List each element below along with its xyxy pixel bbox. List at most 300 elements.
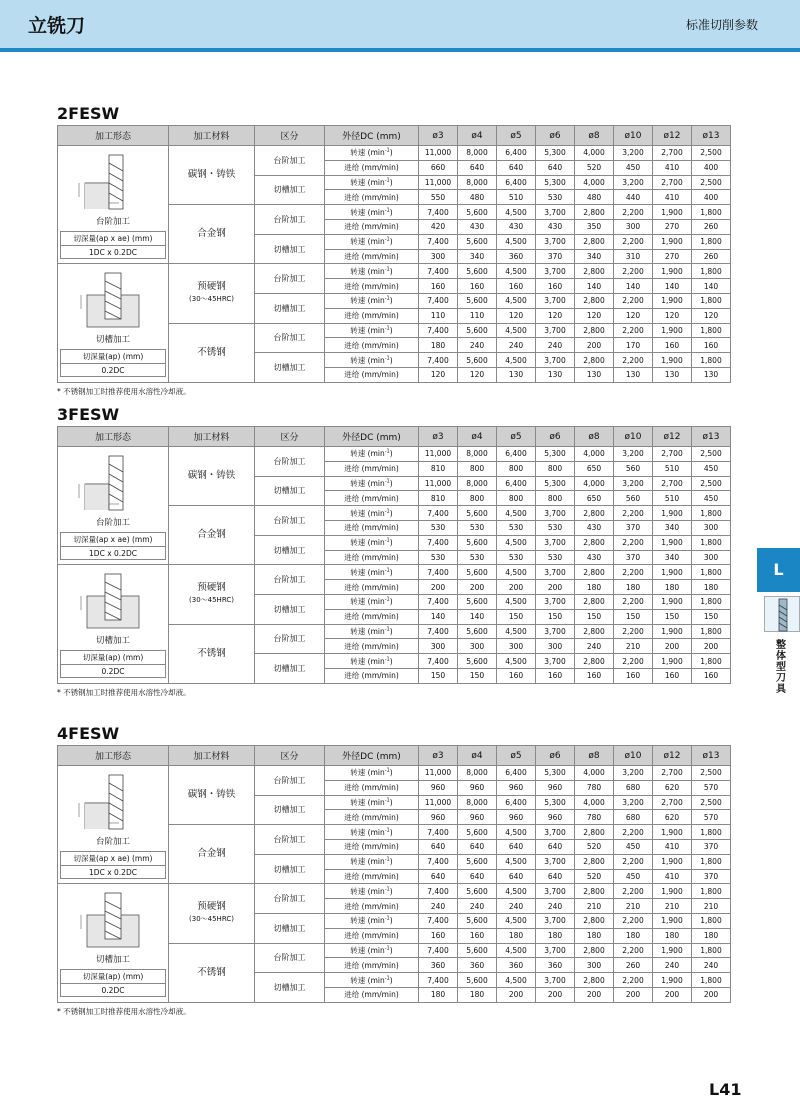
zone-cell: 切槽加工 [255,535,325,565]
rpm-label: 转速 (min [350,567,385,577]
table-cell: 240 [458,338,497,353]
table-cell: 2,700 [653,175,692,190]
table-cell: 3,700 [536,353,575,368]
table-cell: 11,000 [419,175,458,190]
table-cell: 180 [497,928,536,943]
table-cell: 1,800 [692,323,731,338]
table-cell: 180 [614,928,653,943]
table-cell: 4,500 [497,973,536,988]
param-feed: 进给 (mm/min) [325,928,419,943]
table-cell: 810 [419,491,458,506]
table-cell: 2,800 [575,825,614,840]
header-bar [0,0,800,48]
table-cell: 2,500 [692,795,731,810]
depth-box [60,532,166,560]
page-title: 立铣刀 [28,15,86,37]
table-cell: 160 [692,338,731,353]
table-cell: 550 [419,190,458,205]
rpm-sup: -1 [384,596,390,603]
table-cell: 120 [692,308,731,323]
table-cell: 200 [497,987,536,1002]
rpm-label: 转速 (min [350,207,385,217]
param-feed: 进给 (mm/min) [325,899,419,914]
table-cell: 3,700 [536,565,575,580]
step-milling-diagram [58,771,168,833]
table-cell: 530 [497,520,536,535]
table-cell: 520 [575,869,614,884]
rpm-sup: -1 [384,448,390,455]
table-cell: 3,700 [536,654,575,669]
zone-cell: 台阶加工 [255,884,325,914]
rpm-label: 转速 (min [350,355,385,365]
slot-shape-cell [58,884,169,1002]
table-cell: 7,400 [419,264,458,279]
depth-value: 0.2DC [61,363,165,376]
footnote: * 不锈钢加工时推荐使用水溶性冷却液。 [57,687,191,697]
zone-cell: 切槽加工 [255,654,325,684]
rpm-sup: -1 [384,266,390,273]
table-cell: 180 [575,928,614,943]
shape-caption: 台阶加工 [95,517,130,528]
table-cell: 210 [692,899,731,914]
table-cell: 1,800 [692,353,731,368]
param-feed: 进给 (mm/min) [325,520,419,535]
table-cell: 1,800 [692,205,731,220]
table-cell: 5,600 [458,264,497,279]
material-cell [169,766,255,825]
zone-cell: 台阶加工 [255,825,325,855]
table-cell: 4,500 [497,943,536,958]
table-cell: 560 [614,461,653,476]
table-cell: 7,400 [419,854,458,869]
material-name: 预硬钢 [197,901,226,913]
table-row [58,565,731,580]
table-header-row [58,126,731,146]
table-cell: 300 [575,958,614,973]
table-cell: 430 [497,219,536,234]
table-cell: 240 [536,899,575,914]
table-cell: 6,400 [497,476,536,491]
table-cell: 200 [458,580,497,595]
table-cell: 810 [419,461,458,476]
table-cell: 3,700 [536,205,575,220]
param-rpm: 转速 $(\min^{-1})$ [325,175,419,190]
rpm-sup: -1 [384,147,390,154]
zone-cell: 台阶加工 [255,565,325,595]
table-cell: 4,500 [497,234,536,249]
table-cell: 640 [497,160,536,175]
col-zone: 区分 [255,126,325,146]
table-cell: 110 [458,308,497,323]
table-cell: 200 [575,987,614,1002]
col-size: ø13 [692,746,731,766]
table-cell: 3,700 [536,825,575,840]
table-cell: 8,000 [458,795,497,810]
table-cell: 2,800 [575,654,614,669]
param-rpm: 转速 $(\min^{-1})$ [325,825,419,840]
footnote: * 不锈钢加工时推荐使用水溶性冷却液。 [57,386,191,396]
param-rpm: 转速 $(\min^{-1})$ [325,654,419,669]
table-cell: 620 [653,810,692,825]
table-cell: 1,800 [692,594,731,609]
table-cell: 130 [692,367,731,382]
depth-label: 切深量(ap x ae) (mm) [73,853,153,863]
table-cell: 6,400 [497,175,536,190]
col-size: ø10 [614,746,653,766]
col-material: 加工材料 [169,427,255,447]
table-cell: 240 [497,899,536,914]
table-cell: 240 [458,899,497,914]
table-cell: 7,400 [419,234,458,249]
rpm-sup: -1 [384,656,390,663]
table-cell: 3,700 [536,535,575,550]
section-4fesw [57,723,730,1017]
zone-cell: 切槽加工 [255,973,325,1003]
table-cell: 210 [614,639,653,654]
table-cell: 960 [419,780,458,795]
rpm-label: 转速 (min [350,148,385,158]
rpm-label: 转速 (min [350,237,385,247]
cutting-table [57,125,731,383]
side-label: 整体型刀具 [776,640,786,695]
rpm-label: 转速 (min [350,449,385,459]
material-name: 合金钢 [197,848,226,860]
rpm-sup: -1 [384,478,390,485]
table-cell: 1,900 [653,943,692,958]
material-name: 不锈钢 [197,647,226,659]
zone-cell: 切槽加工 [255,795,325,825]
col-size: ø10 [614,126,653,146]
table-cell: 240 [419,899,458,914]
table-cell: 7,400 [419,825,458,840]
table-cell: 2,700 [653,476,692,491]
material-name: 碳钢・铸铁 [187,470,236,482]
material-name: 预硬钢 [197,582,226,594]
table-cell: 3,200 [614,447,653,462]
col-size: ø3 [419,746,458,766]
table-cell: 120 [497,308,536,323]
table-cell: 200 [614,987,653,1002]
material-cell [169,447,255,506]
table-cell: 140 [692,279,731,294]
table-cell: 1,800 [692,624,731,639]
col-shape: 加工形态 [58,746,169,766]
table-cell: 120 [419,367,458,382]
table-cell: 5,300 [536,476,575,491]
table-cell: 370 [614,520,653,535]
rpm-label: 转速 (min [350,857,385,867]
param-feed: 进给 (mm/min) [325,869,419,884]
param-feed: 进给 (mm/min) [325,367,419,382]
table-cell: 2,800 [575,293,614,308]
material-name: 碳钢・铸铁 [187,789,236,801]
material-hardness: (30～45HRC) [189,295,234,304]
material-cell [169,884,255,943]
table-cell: 360 [497,249,536,264]
table-cell: 960 [497,810,536,825]
table-cell: 650 [575,491,614,506]
table-cell: 340 [575,249,614,264]
table-cell: 120 [653,308,692,323]
table-cell: 430 [575,520,614,535]
param-rpm: 转速 $(\min^{-1})$ [325,323,419,338]
table-cell: 2,200 [614,973,653,988]
table-cell: 530 [419,550,458,565]
depth-label: 切深量(ap x ae) (mm) [73,233,153,243]
table-cell: 1,800 [692,565,731,580]
chapter-tab[interactable]: L [757,548,800,592]
table-cell: 960 [497,780,536,795]
table-cell: 1,900 [653,234,692,249]
table-cell: 1,900 [653,973,692,988]
material-name: 合金钢 [197,529,226,541]
table-cell: 1,900 [653,264,692,279]
table-cell: 240 [692,958,731,973]
table-cell: 110 [419,308,458,323]
table-cell: 310 [614,249,653,264]
header-divider [0,48,800,52]
table-cell: 2,800 [575,205,614,220]
table-cell: 2,800 [575,323,614,338]
table-cell: 640 [497,839,536,854]
table-cell: 2,500 [692,766,731,781]
rpm-label: 转速 (min [350,656,385,666]
param-rpm: 转速 $(\min^{-1})$ [325,205,419,220]
param-rpm: 转速 $(\min^{-1})$ [325,624,419,639]
material-name: 不锈钢 [197,346,226,358]
rpm-label: 转速 (min [350,886,385,896]
table-cell: 5,600 [458,234,497,249]
table-cell: 480 [575,190,614,205]
table-cell: 7,400 [419,565,458,580]
rpm-sup: -1 [384,767,390,774]
depth-value: 1DC x 0.2DC [61,245,165,258]
table-row [58,766,731,781]
table-cell: 5,600 [458,594,497,609]
table-cell: 180 [536,928,575,943]
table-cell: 370 [536,249,575,264]
table-cell: 7,400 [419,535,458,550]
table-cell: 160 [653,338,692,353]
table-cell: 5,600 [458,323,497,338]
table-cell: 5,300 [536,175,575,190]
table-cell: 680 [614,780,653,795]
table-cell: 480 [458,190,497,205]
table-cell: 530 [458,520,497,535]
table-cell: 2,200 [614,506,653,521]
table-cell: 340 [653,520,692,535]
param-feed: 进给 (mm/min) [325,810,419,825]
table-cell: 3,200 [614,476,653,491]
param-feed: 进给 (mm/min) [325,279,419,294]
table-cell: 180 [692,580,731,595]
section-title: 3FESW [57,405,120,424]
table-cell: 2,800 [575,913,614,928]
zone-cell: 台阶加工 [255,943,325,973]
material-cell [169,825,255,884]
table-cell: 640 [419,869,458,884]
table-cell: 7,400 [419,973,458,988]
table-cell: 510 [497,190,536,205]
rpm-sup: -1 [384,886,390,893]
table-cell: 2,200 [614,884,653,899]
rpm-label: 转速 (min [350,266,385,276]
rpm-label: 转速 (min [350,945,385,955]
table-cell: 2,800 [575,594,614,609]
table-cell: 2,200 [614,913,653,928]
table-cell: 780 [575,780,614,795]
section-title: 2FESW [57,104,120,123]
material-name: 合金钢 [197,228,226,240]
step-shape-cell [58,766,169,884]
table-cell: 7,400 [419,506,458,521]
table-cell: 4,500 [497,535,536,550]
table-cell: 5,600 [458,825,497,840]
table-cell: 3,700 [536,594,575,609]
footnote: * 不锈钢加工时推荐使用水溶性冷却液。 [57,1006,191,1016]
param-rpm: 转速 $(\min^{-1})$ [325,766,419,781]
material-name: 不锈钢 [197,966,226,978]
table-cell: 800 [536,491,575,506]
table-row [58,146,731,161]
table-cell: 160 [419,928,458,943]
table-cell: 5,300 [536,795,575,810]
table-cell: 2,800 [575,943,614,958]
table-cell: 410 [653,869,692,884]
table-cell: 4,500 [497,884,536,899]
table-cell: 180 [653,928,692,943]
table-cell: 520 [575,160,614,175]
zone-cell: 台阶加工 [255,624,325,654]
rpm-label: 转速 (min [350,597,385,607]
table-cell: 5,300 [536,447,575,462]
table-cell: 360 [497,958,536,973]
col-size: ø6 [536,427,575,447]
table-cell: 410 [653,160,692,175]
table-cell: 2,700 [653,795,692,810]
rpm-sup: -1 [384,915,390,922]
rpm-label: 转速 (min [350,626,385,636]
rpm-label: 转速 (min [350,177,385,187]
table-cell: 1,900 [653,205,692,220]
table-cell: 6,400 [497,766,536,781]
table-cell: 520 [575,839,614,854]
param-rpm: 转速 $(\min^{-1})$ [325,476,419,491]
table-cell: 2,200 [614,293,653,308]
shape-caption: 切槽加工 [95,955,130,966]
section-2fesw [57,103,730,397]
table-cell: 640 [536,869,575,884]
table-cell: 2,200 [614,323,653,338]
table-cell: 3,700 [536,854,575,869]
table-cell: 200 [419,580,458,595]
col-zone: 区分 [255,427,325,447]
table-cell: 2,800 [575,264,614,279]
table-cell: 2,800 [575,624,614,639]
zone-cell: 切槽加工 [255,476,325,506]
table-cell: 2,200 [614,624,653,639]
table-cell: 11,000 [419,766,458,781]
table-cell: 2,200 [614,825,653,840]
zone-cell: 切槽加工 [255,234,325,264]
table-cell: 140 [575,279,614,294]
table-cell: 3,700 [536,506,575,521]
table-cell: 960 [536,780,575,795]
rpm-sup: -1 [384,355,390,362]
table-cell: 5,600 [458,506,497,521]
table-cell: 180 [458,987,497,1002]
table-cell: 640 [458,160,497,175]
table-cell: 4,500 [497,854,536,869]
table-cell: 160 [575,668,614,683]
table-cell: 2,700 [653,146,692,161]
table-cell: 660 [419,160,458,175]
table-cell: 340 [458,249,497,264]
table-cell: 1,800 [692,234,731,249]
rpm-label: 转速 (min [350,296,385,306]
table-cell: 8,000 [458,766,497,781]
table-cell: 160 [692,668,731,683]
table-cell: 350 [575,219,614,234]
material-cell [169,264,255,323]
rpm-sup: -1 [384,537,390,544]
col-diameter: 外径DC (mm) [325,746,419,766]
col-size: ø4 [458,746,497,766]
zone-cell: 台阶加工 [255,766,325,796]
table-cell: 180 [614,580,653,595]
material-hardness: (30～45HRC) [189,915,234,924]
table-cell: 510 [653,461,692,476]
param-rpm: 转速 $(\min^{-1})$ [325,795,419,810]
col-size: ø8 [575,427,614,447]
table-cell: 4,000 [575,447,614,462]
table-cell: 370 [614,550,653,565]
table-cell: 3,700 [536,913,575,928]
rpm-label: 转速 (min [350,478,385,488]
table-cell: 2,800 [575,506,614,521]
table-cell: 960 [458,780,497,795]
table-cell: 1,900 [653,825,692,840]
table-cell: 430 [458,219,497,234]
table-cell: 1,800 [692,854,731,869]
rpm-label: 转速 (min [350,325,385,335]
table-cell: 3,700 [536,943,575,958]
col-size: ø10 [614,427,653,447]
table-cell: 160 [614,668,653,683]
param-rpm: 转速 $(\min^{-1})$ [325,293,419,308]
param-rpm: 转速 $(\min^{-1})$ [325,506,419,521]
table-cell: 150 [458,668,497,683]
col-size: ø5 [497,126,536,146]
table-cell: 3,200 [614,795,653,810]
table-cell: 1,900 [653,624,692,639]
rpm-label: 转速 (min [350,975,385,985]
col-shape: 加工形态 [58,126,169,146]
material-hardness: (30～45HRC) [189,596,234,605]
material-cell [169,323,255,382]
depth-label: 切深量(ap) (mm) [82,972,144,982]
rpm-sup: -1 [384,945,390,952]
col-size: ø12 [653,746,692,766]
table-cell: 4,500 [497,323,536,338]
table-cell: 450 [614,839,653,854]
table-cell: 240 [653,958,692,973]
table-cell: 240 [536,338,575,353]
step-shape-cell [58,146,169,264]
table-cell: 160 [497,668,536,683]
table-cell: 120 [575,308,614,323]
table-cell: 3,700 [536,234,575,249]
